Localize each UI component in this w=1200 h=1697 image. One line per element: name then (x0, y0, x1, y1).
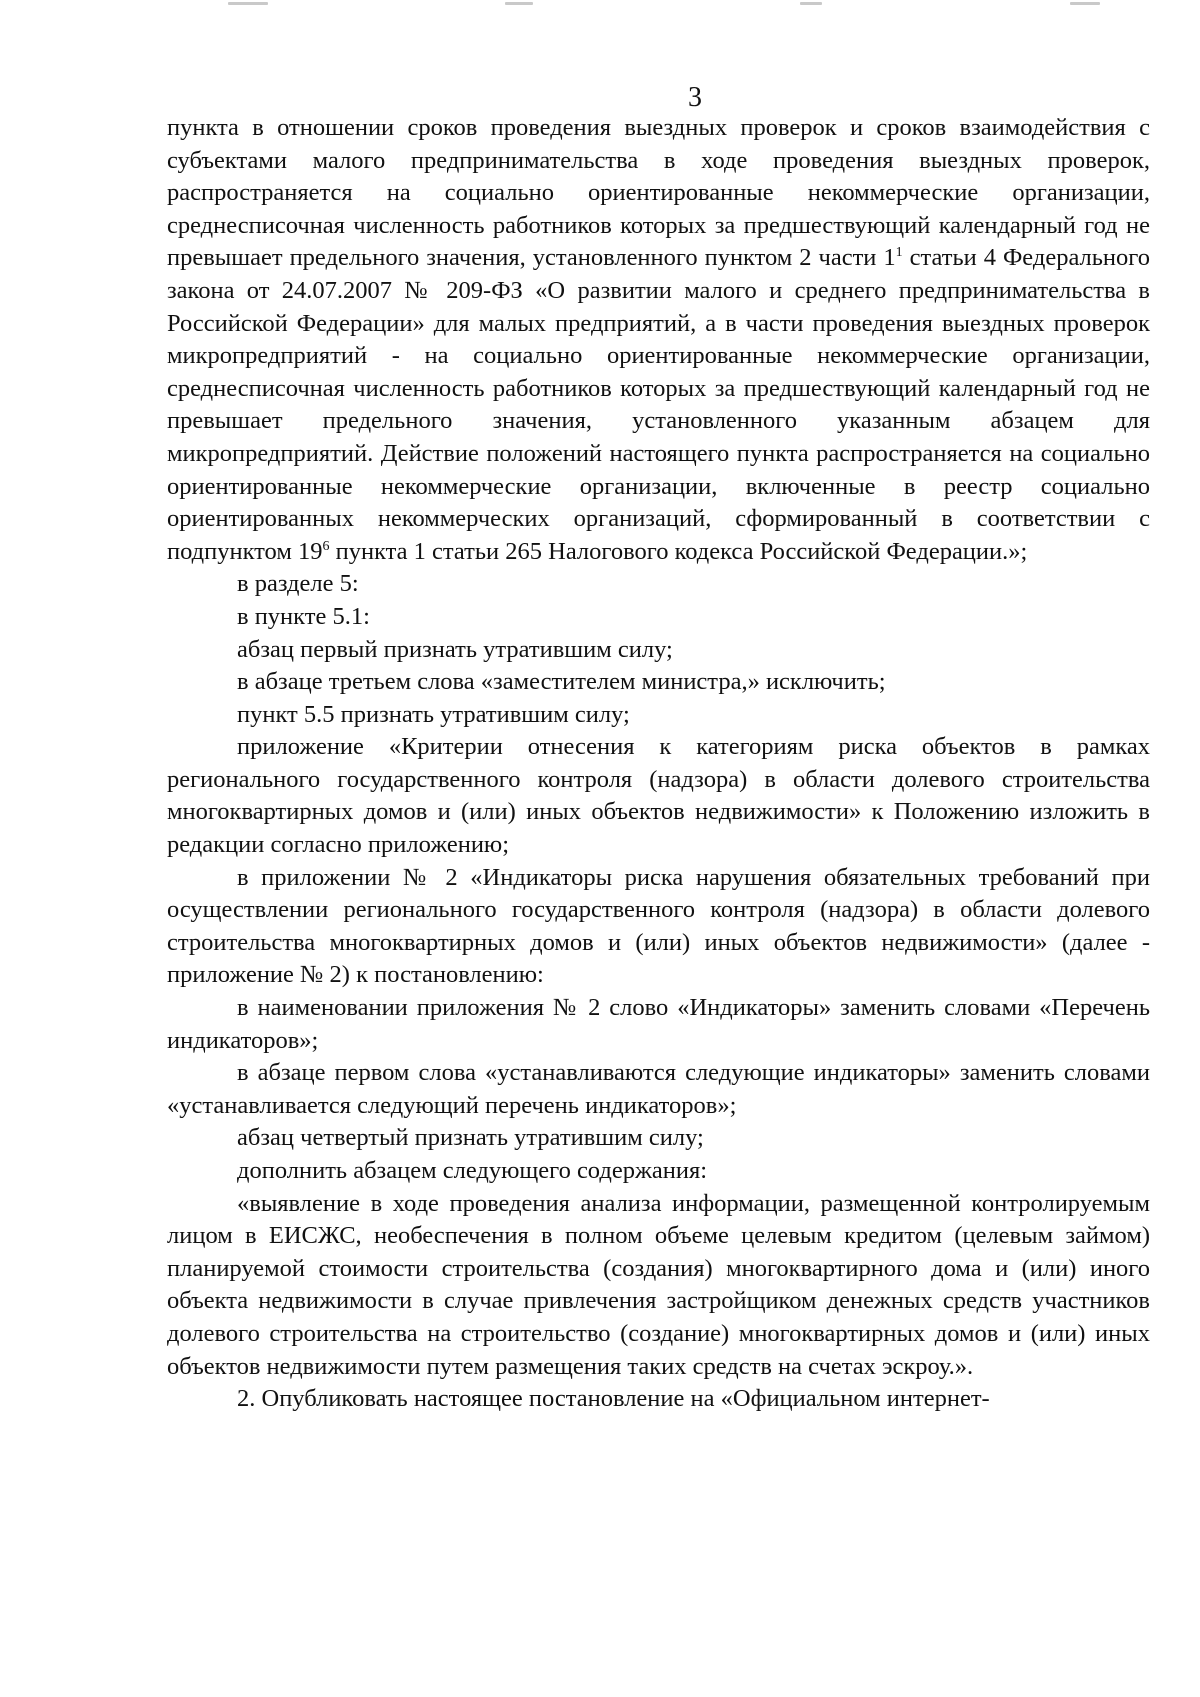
paragraph-9: в наименовании приложения № 2 слово «Индикаторы» заменить словами «Перечень индикаторов»; (167, 994, 1150, 1054)
scan-artifact (228, 2, 268, 5)
scan-artifact (505, 2, 533, 5)
paragraph-8: в приложении № 2 «Индикаторы риска нарушения обязательных требований при осуществлении регионального государственного контроля (надзора) в области долевого строительства многоквартирных домов и (или) иных объектов недвижимости» (далее - приложение № 2) к постановлению: (167, 863, 1150, 989)
scan-artifact (1070, 2, 1100, 5)
paragraph-7: приложение «Критерии отнесения к категориям риска объектов в рамках регионального государственного контроля (надзора) в области долевого строительства многоквартирных домов и (или) иных объектов недвижимости» к Положению изложить в редакции согласно приложению; (167, 733, 1150, 859)
paragraph-1-text-a: пункта в отношении сроков проведения выездных проверок и сроков взаимодействия с субъектами малого предпринимательства в ходе проведения выездных проверок, распространяется на социально ориентированные некоммерческие организации, среднесписочная численность работников которых за предшествующий календарный год не превышает предельного значения, установленного пунктом 2 части 1 (167, 114, 1150, 272)
paragraph-5: в абзаце третьем слова «заместителем министра,» исключить; (237, 668, 886, 696)
paragraph-1 (167, 112, 1150, 568)
paragraph-3: в пункте 5.1: (237, 602, 370, 630)
paragraph-10: в абзаце первом слова «устанавливаются следующие индикаторы» заменить словами «устанавливается следующий перечень индикаторов»; (167, 1059, 1150, 1119)
paragraph-11: абзац четвертый признать утратившим силу; (237, 1124, 704, 1152)
document-body (167, 112, 1150, 1416)
page-number: 3 (688, 82, 702, 113)
superscript-1: 1 (895, 245, 903, 261)
paragraph-13: «выявление в ходе проведения анализа информации, размещенной контролируемым лицом в ЕИСЖС, необеспечения в полном объеме целевым кредитом (целевым займом) планируемой стоимости строительства (создания) многоквартирного дома и (или) иного объекта недвижимости в случае привлечения застройщиком денежных средств участников долевого строительства на строительство (создание) многоквартирных домов и (или) иных объектов недвижимости путем размещения таких средств на счетах эскроу.». (167, 1189, 1150, 1380)
superscript-6: 6 (322, 538, 330, 554)
paragraph-2: в разделе 5: (237, 570, 359, 598)
paragraph-6: пункт 5.5 признать утратившим силу; (237, 700, 630, 728)
paragraph-4: абзац первый признать утратившим силу; (237, 635, 673, 663)
paragraph-14: 2. Опубликовать настоящее постановление на «Официальном интернет- (237, 1385, 990, 1413)
scan-artifact (800, 2, 822, 5)
paragraph-1-text-c: пункта 1 статьи 265 Налогового кодекса Российской Федерации.»; (329, 537, 1028, 565)
paragraph-1-text-b: статьи 4 Федерального закона от 24.07.2007 № 209-ФЗ «О развитии малого и среднего предпринимательства в Российской Федерации» для малых предприятий, а в части проведения выездных проверок микропредприятий - на социально ориентированные некоммерческие организации, среднесписочная численность работников которых за предшествующий календарный год не превышает предельного значения, установленного указанным абзацем для микропредприятий. Действие положений настоящего пункта распространяется на социально ориентированные некоммерческие организации, включенные в реестр социально ориентированных некоммерческих организаций, сформированный в соответствии с подпунктом 19 (167, 244, 1150, 565)
paragraph-12: дополнить абзацем следующего содержания: (237, 1157, 708, 1184)
